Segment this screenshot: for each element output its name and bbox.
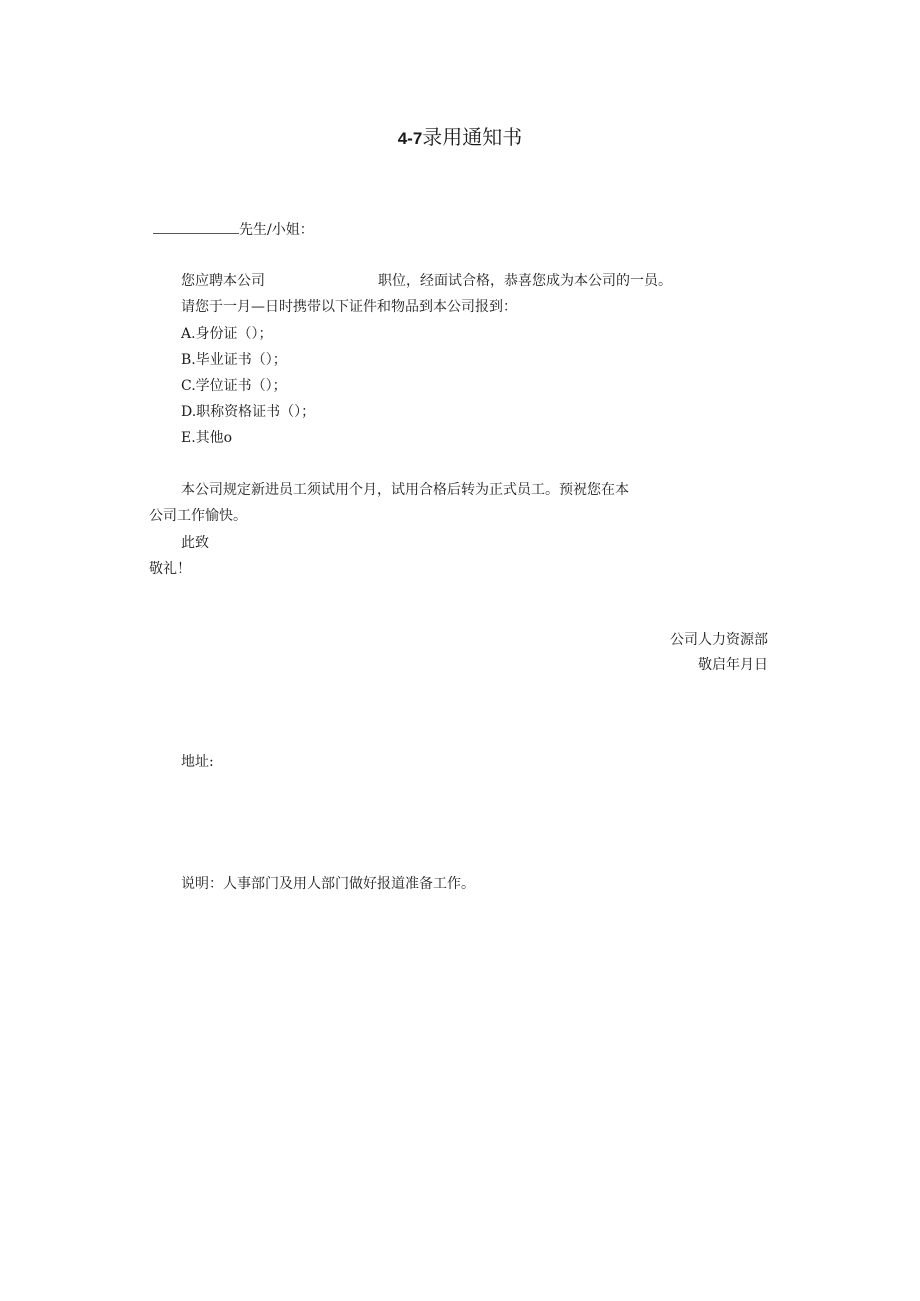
salutation-suffix: 先生/小姐： (239, 222, 314, 238)
title-text: 录用通知书 (422, 125, 523, 149)
closing-cizhi: 此致 (181, 535, 209, 551)
paragraph-1 (181, 271, 672, 291)
paragraph-3-line-1: 本公司规定新进员工须试用个月，试用合格后转为正式员工。预祝您在本 (181, 482, 629, 498)
paragraph-3-line-2: 公司工作愉快。 (149, 508, 247, 524)
signature-department: 公司人力资源部 (670, 632, 768, 648)
para1-part1: 您应聘本公司 (181, 273, 265, 289)
list-item-d: D.职称资格证书（）； (181, 404, 316, 420)
para1-part2: 职位，经面试合格，恭喜您成为本公司的一员。 (378, 273, 672, 289)
document-title (0, 124, 920, 152)
title-number: 4-7 (397, 129, 423, 148)
list-item-e: E.其他o (181, 430, 233, 446)
address-label: 地址: (181, 754, 214, 770)
signature-date: 敬启年月日 (698, 657, 768, 673)
closing-jingli: 敬礼！ (149, 561, 191, 577)
name-blank (153, 221, 239, 234)
list-item-a: A.身份证（）； (181, 326, 273, 342)
note: 说明：人事部门及用人部门做好报道准备工作。 (181, 876, 475, 892)
salutation-line (153, 220, 314, 240)
list-item-c: C.学位证书（）； (181, 378, 287, 394)
paragraph-2: 请您于一月—日时携带以下证件和物品到本公司报到： (181, 299, 517, 315)
list-item-b: B.毕业证书（）； (181, 352, 287, 368)
